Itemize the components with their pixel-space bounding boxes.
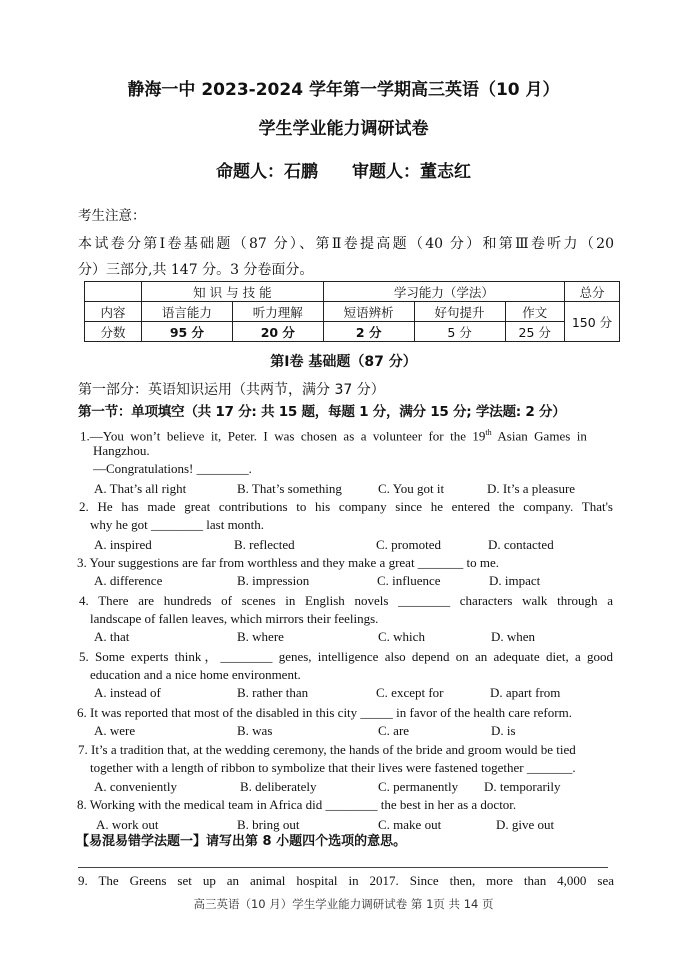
q-text: Asian Games in [491,428,587,444]
option-a: A. That’s all right [94,481,187,496]
option-a: A. instead of [94,685,161,700]
option-d: D. temporarily [484,779,561,794]
table-header: 总分 [565,282,620,302]
option-a: A. work out [96,817,159,832]
table-cell: 分数 [85,322,142,342]
question-4: 4. There are hundreds of scenes in English novels ________ characters walk through a [79,593,613,608]
table-cell: 150 分 [565,302,620,342]
part-heading: 第一部分：英语知识运用（共两节，满分 37 分） [78,382,385,398]
option-c: C. promoted [376,537,441,552]
option-d: D. contacted [488,537,554,552]
question-line: —Congratulations! ________. [93,461,252,476]
question-2: 2. He has made great contributions to his company since he entered the company. That's [79,499,613,514]
option-a: A. inspired [94,537,152,552]
table-cell: 5 分 [414,322,505,342]
option-c: C. which [378,629,425,644]
option-c: C. You got it [378,481,445,496]
section-heading: 第一节：单项填空（共 17 分: 共 15 题，每题 1 分，满分 15 分; 学法题: 2 分） [78,404,566,420]
table-cell: 20 分 [232,322,323,342]
table-header: 学习能力（学法） [323,282,564,302]
option-d: D. impact [489,573,541,588]
method-question: 【易混易错学法题一】请写出第 8 小题四个选项的意思。 [76,834,407,849]
exam-subtitle: 学生学业能力调研试卷 [258,119,429,139]
option-b: B. where [237,629,284,644]
question-line: together with a length of ribbon to symbolize that their lives were fastened together _______. [90,760,576,775]
question-5: 5. Some experts think，________ genes, intelligence also depend on an adequate diet, a good [79,649,613,664]
question-6: 6. It was reported that most of the disabled in this city _____ in favor of the health care reform. [77,705,572,720]
page-footer: 高三英语（10 月）学生学业能力调研试卷 第 1页 共 14 页 [193,897,494,911]
option-b: B. reflected [234,537,295,552]
table-cell: 25 分 [505,322,565,342]
table-cell: 2 分 [323,322,414,342]
notice-line: 分）三部分,共 147 分。3 分卷面分。 [78,262,314,278]
exam-title: 静海一中 2023-2024 学年第一学期高三英语（10 月） [127,80,560,100]
score-table [84,281,620,342]
option-c: C. influence [377,573,441,588]
exam-authors: 命题人：石鹏 审题人：董志红 [216,162,471,182]
option-d: D. It’s a pleasure [487,481,576,496]
question-line: education and a nice home environment. [90,667,301,682]
question-line: why he got ________ last month. [90,517,265,532]
option-c: C. permanently [378,779,459,794]
table-cell: 内容 [85,302,142,322]
option-d: D. apart from [490,685,561,700]
table-cell: 语言能力 [142,302,233,322]
table-cell: 短语辨析 [323,302,414,322]
table-cell: 好句提升 [414,302,505,322]
section-title: 第Ⅰ卷 基础题（87 分） [270,354,417,370]
option-d: D. is [491,723,516,738]
option-c: C. make out [378,817,442,832]
table-header: 知 识 与 技 能 [142,282,324,302]
table-cell: 听力理解 [232,302,323,322]
question-7: 7. It’s a tradition that, at the wedding ceremony, the hands of the bride and groom would be tied [78,742,576,757]
option-c: C. are [378,723,410,738]
option-b: B. That’s something [237,481,342,496]
notice-label: 考生注意： [78,208,146,224]
option-b: B. rather than [237,685,309,700]
q-text: 1.—You won’t believe it, Peter. I was chosen as a volunteer for the 19 [80,428,486,444]
superscript: th [485,428,492,437]
question-line: landscape of fallen leaves, which mirrors their feelings. [90,611,379,626]
question-3: 3. Your suggestions are far from worthless and they make a great _______ to me. [77,555,500,570]
option-a: A. were [94,723,136,738]
question-line: Hangzhou. [93,443,150,458]
option-b: B. was [237,723,273,738]
option-a: A. difference [94,573,163,588]
question-1 [80,425,612,444]
notice-line: 本试卷分第Ⅰ卷基础题（87 分）、第Ⅱ卷提高题（40 分）和第Ⅲ卷听力（20 [78,236,614,252]
option-d: D. give out [496,817,555,832]
option-b: B. bring out [237,817,300,832]
option-a: A. that [94,629,130,644]
option-d: D. when [491,629,536,644]
table-cell: 作文 [505,302,565,322]
question-8: 8. Working with the medical team in Africa did ________ the best in her as a doctor. [77,797,517,812]
question-9: 9. The Greens set up an animal hospital in 2017. Since then, more than 4,000 sea [78,873,614,888]
table-cell: 95 分 [142,322,233,342]
option-a: A. conveniently [94,779,178,794]
option-b: B. impression [237,573,310,588]
option-b: B. deliberately [240,779,317,794]
answer-line[interactable] [78,867,608,868]
option-c: C. except for [376,685,444,700]
